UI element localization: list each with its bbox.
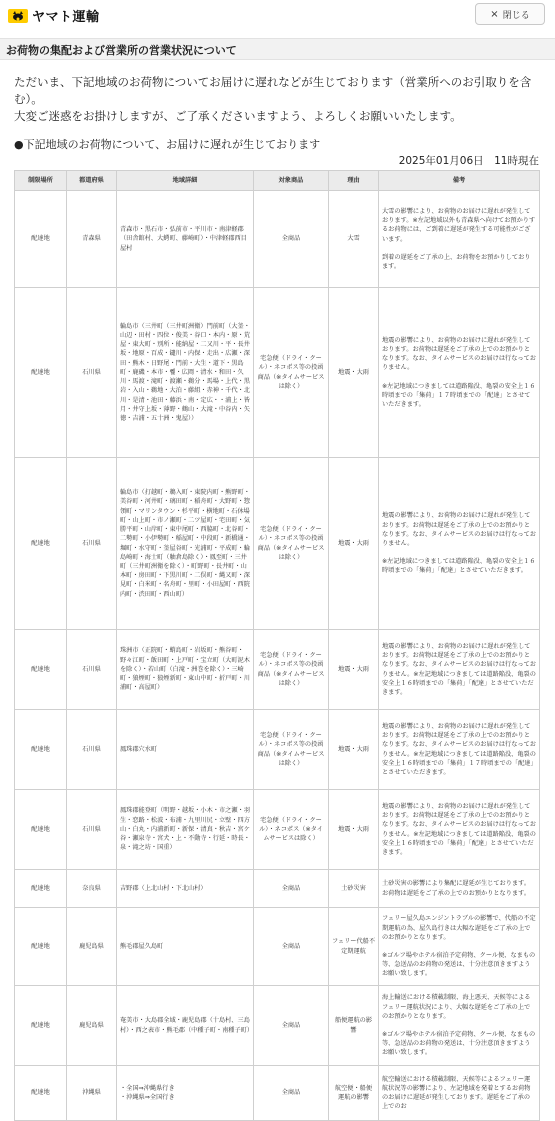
note-text-1: 航空輸送における積載制限、天候等によるフェリー運航状況等の影響により、左記地域を発着とするお荷物のお届けに遅延が発生しております。遅延をご了承の上でのお [382,1075,531,1111]
note-text-1: 大雪の影響により、お荷物のお届けに遅れが発生しております。※左記地域以外も青森県へ向けてお預かりするお荷物には、ご到着に遅延が発生する可能性がございます。 [382,207,536,243]
cell-prefecture: 石川県 [67,710,117,790]
cell-item: 宅急便（ドライ・クール）・ネコポス等の投函商品（※タイムサービスは除く） [254,288,329,458]
intro-line-1: ただいま、下記地域のお荷物についてお届けに遅れなどが生じております（営業所へのお引取りを含む）。 [14,75,532,106]
note-text-1: 地震の影響により、お荷物のお届けに遅れが発生しております。お荷物は遅延をご了承の上でのお預かりとなります。なお、タイムサービスのお届けは行なっておりません。※左記地域につきましては道路陥没、亀裂の安全上１６時頃までの「集荷」「配達」とさせていただきます。 [382,802,536,856]
cell-area: 鳳珠郡能登町（明野・越坂・小木・市之瀬・羽生・恋路・松波・布浦・九里川尻・立壁・四方山・白丸・内浦新町・新保・清真・秋吉・宮ケ谷・瀬泉寺・宮犬・上・不動寺・行延・時長・泉・滝之坊・国重） [117,790,254,870]
note-text-2: ※ゴルフ場やホテル宿泊予定荷物、クール便、なまもの等、急送品のお荷物の発送は、十分注意頂きますようお願い致します。 [382,1031,536,1057]
cell-reason: 地震・大雨 [329,710,379,790]
cell-area: ・全国⇒沖縄県行き ・沖縄県⇒全国行き [117,1066,254,1121]
cell-location: 配達地 [15,1066,67,1121]
cell-reason: 船便運航の影響 [329,986,379,1066]
note-text-2: 到着の遅延をご了承の上、お荷物をお預かりしております。 [382,253,531,270]
cell-note [379,288,540,458]
note-text-1: 地震の影響により、お荷物のお届けに遅れが発生しております。お荷物は遅延をご了承の上でのお預かりとなります。なお、タイムサービスのお届けは行なっておりません。※左記地域につきましては道路陥没、亀裂の安全上１６時頃までの「集荷」１７時頃までの「配達」とさせていただきます。 [382,722,536,776]
table-body [15,191,540,1121]
cell-location: 配達地 [15,790,67,870]
cell-item: 宅急便（ドライ・クール）・ネコポス等の投函商品（※タイムサービスは除く） [254,458,329,630]
cell-item: 全商品 [254,1066,329,1121]
note-text-1: フェリー屋久島エンジントラブルの影響で、代船の不定期運航の為、屋久島行きは大幅な遅延をご了承の上でのお預かりとなります。 [382,915,536,941]
header-note: 備考 [379,171,540,191]
cell-location: 配達地 [15,908,67,986]
cell-reason: 地震・大雨 [329,790,379,870]
cell-area: 奄美市・大島郡全域・鹿児島郡（十島村、三島村）・西之表市・熊毛郡（中種子町・南種子町） [117,986,254,1066]
cell-reason: 航空便・船便運航の影響 [329,1066,379,1121]
cell-prefecture: 鹿児島県 [67,908,117,986]
cell-item: 全商品 [254,986,329,1066]
note-text-2: ※ゴルフ場やホテル宿泊予定荷物、クール便、なまもの等、急送品のお荷物の発送は、十分注意頂きますようお願い致します。 [382,952,536,978]
cell-prefecture: 奈良県 [67,870,117,908]
note-text-1: 土砂災害の影響により集配に遅延が生じております。お荷物は遅延をご了承の上でのお預かりとなります。 [382,880,531,897]
table-row [15,908,540,986]
cell-location: 配達地 [15,986,67,1066]
cell-note [379,790,540,870]
header-area: 地域詳細 [117,171,254,191]
cat-logo-icon [8,9,28,23]
cell-area: 輪島市（打越町・鵜入町・東院内町・熊野町・美谷町・河井町・璃田町・稲舟町・大野町・惣領町・マリンタウン・杉平町・横地町・石休場町・山上町・市ノ瀬町・二ツ屋町・宅田町・気勝平町・山岸町・東中尾町・西脇町・北谷町・二勢町・小伊勢町・稲屋町・中段町・新橋通・堀町・水守町・釜屋谷町・光浦町・平成町・輪島崎町・海士町（舳倉島除く）・鳳至町・三井町（三井町洲衛を除く）・町野町・長井町・山本町・房田町・下黒川町・二俣町・縄又町・深見町・白米町・名舟町・里町・小田屋町・西院内町・渋田町・西山町） [117,458,254,630]
cell-note [379,630,540,710]
notice-heading: ●下記地域のお荷物について、お届けに遅れが生じております [14,138,321,151]
note-text-1: 地震の影響により、お荷物のお届けに遅れが発生しております。お荷物は遅延をご了承の上でのお預かりとなります。なお、タイムサービスのお届けは行なっておりません。 [382,512,536,547]
logo-text: ヤマト運輸 [32,10,100,25]
cell-location: 配達地 [15,710,67,790]
cell-note [379,986,540,1066]
top-bar [0,0,555,32]
table-row [15,288,540,458]
cell-reason: 地震・大雨 [329,458,379,630]
cell-area: 珠洲市（正院町・蛸島町・岩坂町・熊谷町・野々江町・飯田町・上戸町・宝立町（大町泥木を除く）・若山町（白滝・洲巻を除く）・三崎町・狼煙町・狼煙新町・東山中町・折戸町・川浦町・高屋町） [117,630,254,710]
cell-prefecture: 沖縄県 [67,1066,117,1121]
table-header-row [15,171,540,191]
cell-location: 配達地 [15,458,67,630]
delay-table [14,170,540,1121]
page-title: お荷物の集配および営業所の営業状況について [6,44,237,57]
intro-line-2: 大変ご迷惑をお掛けしますが、ご了承くださいますよう、よろしくお願いいたします。 [14,109,462,123]
table-row [15,458,540,630]
cell-note [379,908,540,986]
cell-location: 配達地 [15,288,67,458]
close-icon: × [490,8,499,20]
cell-note [379,710,540,790]
cell-location: 配達地 [15,191,67,288]
header-location: 制限場所 [15,171,67,191]
close-label: 閉じる [502,10,530,21]
cell-item: 宅急便（ドライ・クール）・ネコポス等の投函商品（※タイムサービスは除く） [254,710,329,790]
note-text-1: 地震の影響により、お荷物のお届けに遅れが発生しております。お荷物は遅延をご了承の上でのお預かりとなります。なお、タイムサービスのお届けは行なっておりません。※左記地域につきましては道路陥没、亀裂の安全上１６時頃までの「集荷」「配達」とさせていただきます。 [382,642,536,696]
cell-item: 宅急便（ドライ・クール）・ネコポス（※タイムサービスは除く） [254,790,329,870]
close-button[interactable] [475,3,545,25]
timestamp: 2025年01月06日 11時現在 [398,155,539,167]
cell-prefecture: 青森県 [67,191,117,288]
cell-prefecture: 鹿児島県 [67,986,117,1066]
cell-reason: 土砂災害 [329,870,379,908]
cell-note [379,870,540,908]
cell-prefecture: 石川県 [67,288,117,458]
cell-reason: 大雪 [329,191,379,288]
cell-area: 吉野郡（上北山村・下北山村） [117,870,254,908]
table-row [15,1066,540,1121]
cell-area: 輪島市（三井町（三井町洲衛）門前町（大釜・山辺・田村・四位・俊美・谷口・本内・原・荒屋・東大町・別所・能納屋・二又川・平・長井坂・地原・百成・鑓川・内保・走出・広瀬・深田・熊木・日野尾・門前・大生・道下・黒島町・鹿磯・本市・쀑・広岡・清水・和田・久川・馬渡・滝町・渡瀬・鵜分・馬場・上代・黒岩・入山・鵜地・大泊・藤組・赤神・千代・北川・是清・池田・藤浜・南・定広・・浦上・皆月・井守上坂・薄野・鶴山・大滝・中谷内・矢徳・吉浦・五十洲・鬼屋）） [117,288,254,458]
cell-item: 全商品 [254,191,329,288]
table-row [15,710,540,790]
note-text-1: 地震の影響により、お荷物のお届けに遅れが発生しております。お荷物は遅延をご了承の上でのお預かりとなります。なお、タイムサービスのお届けは行なっておりません。 [382,336,536,372]
cell-item: 全商品 [254,908,329,986]
cell-note [379,191,540,288]
note-text-2: ※左記地域につきましては道路陥没、亀裂の安全上１６時頃までの「集荷」「配達」とさせていただきます。 [382,558,536,575]
cell-note [379,458,540,630]
cell-reason: 地震・大雨 [329,288,379,458]
yamato-logo[interactable] [8,6,100,25]
cell-reason: 地震・大雨 [329,630,379,710]
cell-prefecture: 石川県 [67,790,117,870]
header-item: 対象商品 [254,171,329,191]
note-text-1: 海上輸送における積載制限、海上悪天、天候等によるフェリー運航状況により、大幅な遅延をご了承の上でのお預かりとなります。 [382,994,531,1020]
table-row [15,986,540,1066]
cell-area: 熊毛郡屋久島町 [117,908,254,986]
cell-prefecture: 石川県 [67,630,117,710]
cell-area: 鳳珠郡穴水町 [117,710,254,790]
header-reason: 理由 [329,171,379,191]
cell-location: 配達地 [15,630,67,710]
table-row [15,870,540,908]
cell-area: 青森市・黒石市・弘前市・平川市・南津軽郡（田舎館村、大鰐町、藤崎町）・中津軽郡西目屋村 [117,191,254,288]
header-prefecture: 都道府県 [67,171,117,191]
cell-location: 配達地 [15,870,67,908]
title-bar [0,38,555,60]
table-row [15,790,540,870]
cell-note [379,1066,540,1121]
cell-prefecture: 石川県 [67,458,117,630]
cell-item: 宅急便（ドライ・クール）・ネコポス等の投函商品（※タイムサービスは除く） [254,630,329,710]
note-text-2: ※左記地域につきましては道路陥没、亀裂の安全上１６時頃までの「集荷」１７時頃までの「配達」とさせていただきます。 [382,382,536,408]
cell-item: 全商品 [254,870,329,908]
table-row [15,191,540,288]
intro-text [14,74,544,125]
table-row [15,630,540,710]
cell-reason: フェリー代船不定期運航 [329,908,379,986]
